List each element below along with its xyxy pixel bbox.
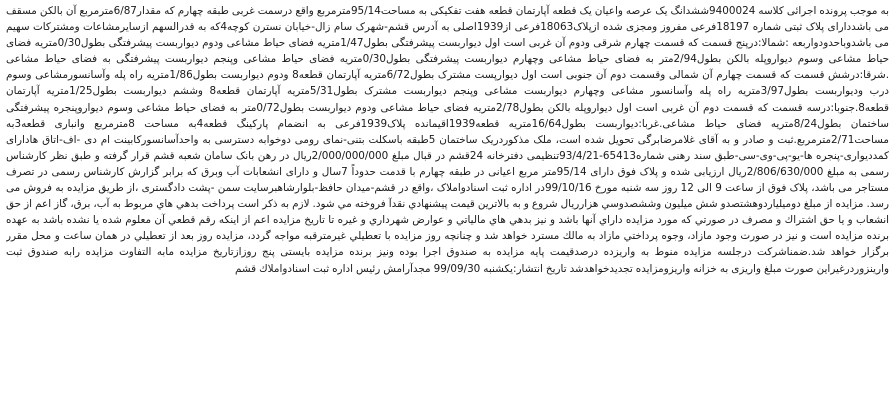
auction-notice-text: به موجب پرونده اجرائی کلاسه 9400024ششدانگ یک عرصه واعیان یک قطعه آپارتمان قطعه هفت تفکیکی به مساحت95/14مترمربع واقع درسمت غربی طبقه چهارم که مقدار6/87مترمربع آن بالکن مسقف می باشددارای پلاک ثبتی شماره 18197فرعی مفروز ومجزی شده ازپلاک18063فرعی از1939اصلی به آدرس قشم-شهرک سام زال-خیابان نسترن کوچه4که به قدرالسهم ازسایرمشاعات ومشترکات سهیم می باشدوباحدودواربعه :شمالا:درپنج قسمت که قسمت چهارم شرقی ودوم آن غربی است اول دیواربست پیشرفتگی بطول1/47متریه فضای حیاط مشاعی ودوم دیواربست پیشرفتگی بطول0/30متریه فضای حیاط مشاعی وسوم دیواروپله بالکن بطول2/94متر به فضای حیاط مشاعی وچهارم دیواربست پیشرفتگی بطول0/30متریه فضای حیاط مشاعی وپنجم دیواربست پیشرفتگی به فضای حیاط مشاعی .شرقا:درشش قسمت که قسمت چهارم آن شمالی وقسمت دوم آن جنوبی است اول دیوارپست مشترک بطول6/72متریه آپارتمان قطعه8 ودوم دیواربست بطول1/86متریه راه پله وآسانسورمشاعی وسوم درب وديواربست بطول3/97متریه راه پله وآسانسور مشاعی وچهارم دیواربست مشاعی وپنجم دیواربست مشترک بطول5/31متریه آپارتمان قطعه8 وششم دیواربست بطول1/25متریه آپارتمان قطعه8.جنوبا:درسه قسمت که قسمت دوم آن غربی است اول دیواروپله بالکن بطول2/78متریه فضای حیاط مشاعی ودوم دیواربست بطول0/72متر به فضای حیاط مشاعی وسوم دیواروپنجره پیشرفتگی ساختمان بطول8/24متریه فضای حیاط مشاعی.غربا:دیواربست بطول16/64متریه قطعه1939اقیمانده پلاک1939فرعی به انضمام پارکینگ قطعه4به مساحت 8مترمربع وانباری قطعه3به مساحت2/71مترمربع.ثبت و صادر و به آقای غلامرضابرگی تحویل شده است، ملک مذکوردریک ساختمان 5طبقه باسکلت بتنی-نمای رومی دوخوابه دسترسی به واحدآسانسوركابينت ام دی -اف-اتاق هادارای کمددیواری-پنجره ها-یو-پی-وی-سی-طبق سند رهنی شماره65413-93/4/21تنظیمی دفترخانه 24قشم در قبال مبلغ 2/000/000/000ریال در رهن بانک سامان شعبه قشم قرار گرفته و طبق نظر کارشناس رسمی به مبلغ 2/806/630/000ریال ارزیابی شده و پلاک فوق دارای 95/14متر مربع اعیانی در طبقه چهارم با قدمت حدوداً 7سال و دارای انشعابات آب وبرق که برابر گزارش کارشناس رسمی در تصرف مستاجر می باشد، پلاک فوق از ساعت 9 الی 12 روز سه شنبه مورخ 99/10/16در اداره ثبت اسنادواملاک ،واقع در قشم-میدان حافظ-بلوارشاهبرسایت سمن -پشت دادگستری ،از طریق مزایده به فروش می رسد. مزایده از مبلغ دوميلياردوهشتصدو شش ميليون وششصدوسي هزارريال شروع و به بالاترين قيمت پيشنهادي نقدآ فروخته مي شود. لازم به ذكر است پرداخت بدهي هاي مربوط به آب، برق، گاز اعم از حق انشعاب و يا حق اشتراك و مصرف در صورتي كه مورد مزايده داراي آنها باشد و نيز بدهي هاي مالياتي و عوارض شهرداري و غيره تا تاريخ مزايده اعم از اينكه رقم قطعي آن معلوم شده يا نشده باشد به عهده برنده مزايده است و نيز در صورت وجود مازاد، وجوه پرداختي مازاد به مالك مسترد خواهد شد و چنانچه روز مزايده با تعطيلي غيرمترقبه مواجه گردد، مزايده روز بعد از تعطيلي در همان ساعت و محل مقرر برگزار خواهد شد.ضمناشركت درجلسه مزايده منوط به واريزده درصدقیمت پایه مزایده به صندوق اجرا بوده ونیز برنده مزایده بایستی پنج روزازتاريخ مزایده مابه التفاوت مزايده رابه صندوق ثبت وارينزوردرغیراین صورت مبلغ واریزی به خزانه واريزومزايده تجديدخواهدشد تاريخ انتشار:يكشنبه 99/09/30 مجدآرامش رئيس اداره ثبت اسنادواملاك قشم xyxy=(6,5,889,275)
